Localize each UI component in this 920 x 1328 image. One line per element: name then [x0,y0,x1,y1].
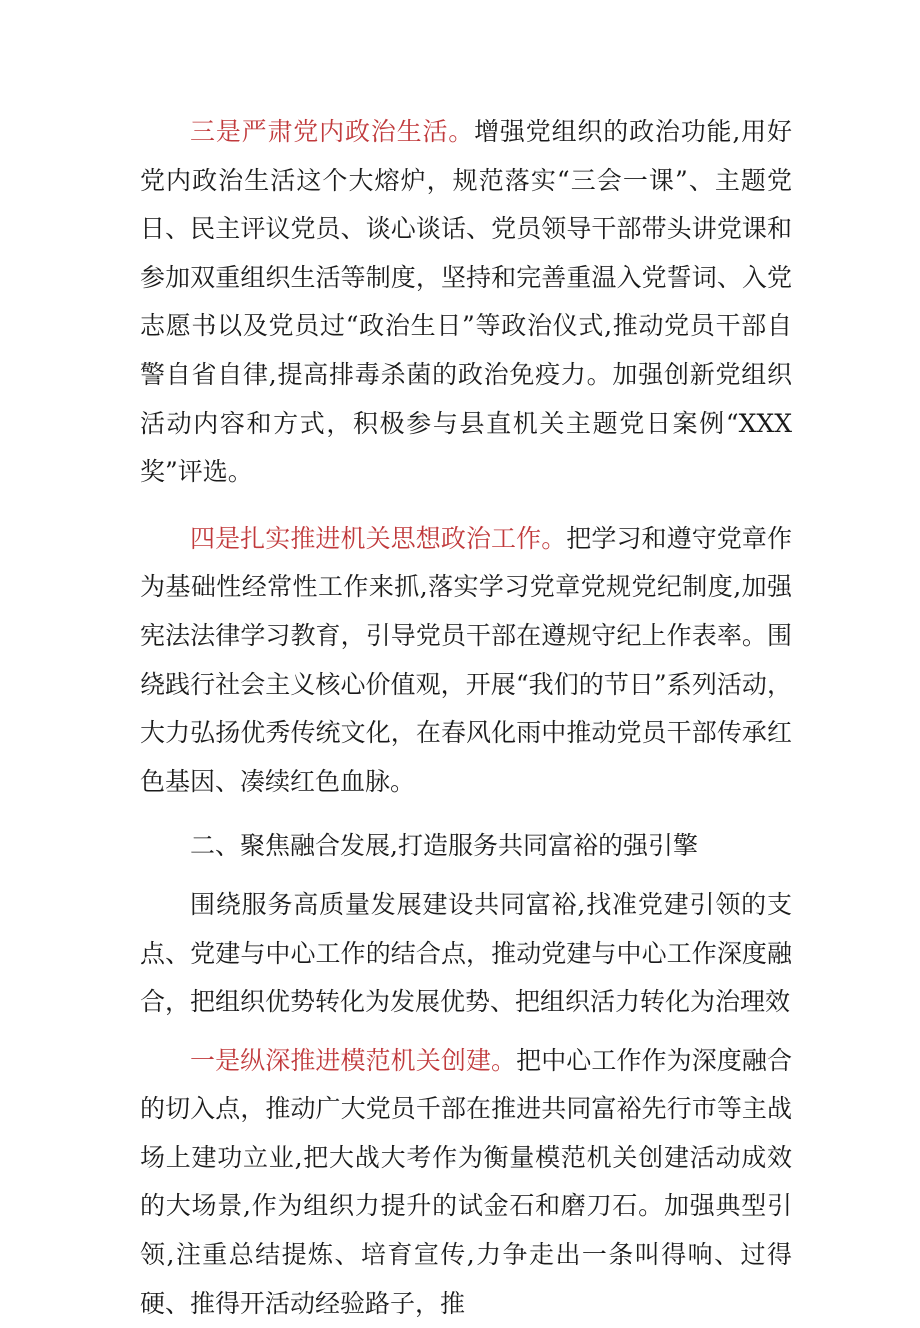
section-4-lead: 四是扎实推进机关思想政治工作。 [190,523,567,553]
heading-part-2: 二、聚焦融合发展,打造服务共同富裕的强引擎 [190,831,698,861]
paragraph-section-3 [140,108,792,497]
section-1-lead: 一是纵深推进模范机关创建。 [190,1045,517,1075]
section-1-body: 把中心工作作为深度融合的切入点，推动广大党员千部在推进共同富裕先行市等主战场上建功立业,把大战大考作为衡量模范机关创建活动成效的大场景,作为组织力提升的试金石和磨刀石。加强典型引领,注重总结提炼、培育宣传,力争走出一条叫得响、过得硬、推得开活动经验路子，推 [140,1045,792,1318]
paragraph-section-4 [140,515,792,807]
paragraph-section-1 [140,1037,792,1328]
section-4-body: 把学习和遵守党章作为基础性经常性工作来抓,落实学习党章党规党纪制度,加强宪法法律学习教育，引导党员干部在遵规守纪上作表率。围绕践行社会主义核心价值观，开展“我们的节日”系列活动，大力弘扬优秀传统文化，在春风化雨中推动党员干部传承红色基因、凑续红色血脉。 [140,523,792,796]
paragraph-part-2-intro: 围绕服务高质量发展建设共同富裕,找准党建引领的支点、党建与中心工作的结合点，推动党建与中心工作深度融合，把组织优势转化为发展优势、把组织活力转化为治理效 [140,889,792,1017]
section-3-lead: 三是严肃党内政治生活。 [190,117,475,146]
document-page [140,108,792,1328]
section-3-body: 增强党组织的政治功能,用好党内政治生活这个大熔炉，规范落实“三会一课”、主题党日、民主评议党员、谈心谈话、党员领导干部带头讲党课和参加双重组织生活等制度，坚持和完善重温入党誓词、入党志愿书以及党员过“政治生日”等政治仪式,推动党员干部自警自省自律,提高排毒杀菌的政治免疫力。加强创新党组织活动内容和方式，积极参与县直机关主题党日案例“XXX奖”评选。 [140,117,792,487]
